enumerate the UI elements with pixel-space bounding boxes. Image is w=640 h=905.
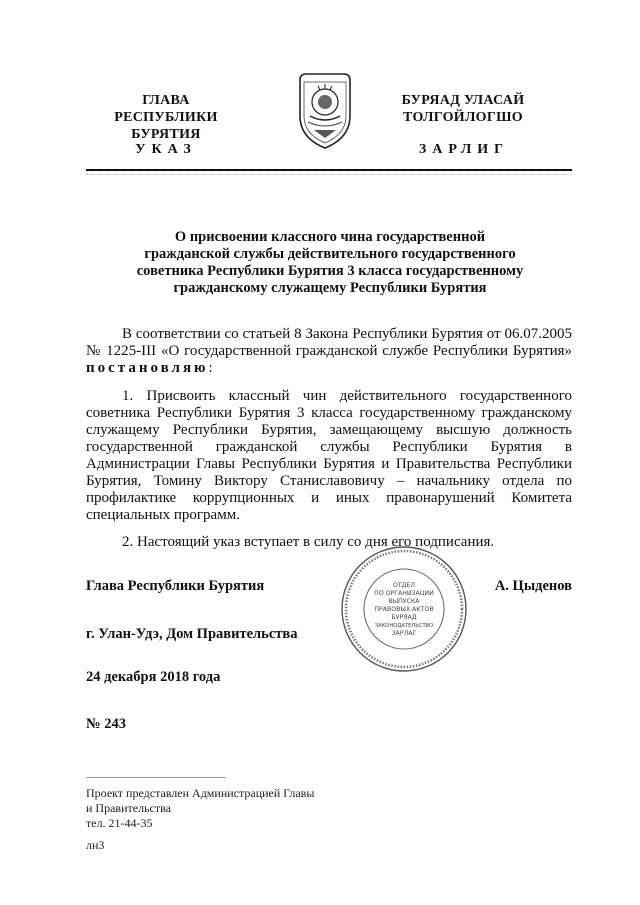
- signing-place: г. Улан-Удэ, Дом Правительства: [86, 626, 298, 642]
- seal-line-1: ОТДЕЛ: [392, 582, 416, 589]
- seal-line-4: ПРАВОВЫХ АКТОВ: [374, 606, 434, 613]
- signatory-name: А. Цыденов: [494, 578, 572, 594]
- official-seal: [338, 543, 470, 675]
- postanovlyayu-word: постановляю: [86, 360, 209, 376]
- decree-body: [86, 326, 572, 551]
- decree-title: [100, 229, 560, 297]
- intro-text: В соответствии со статьей 8 Закона Республики Бурятия от 06.07.2005 № 1225-III «О государственной гражданской службе Республики Бурятия»: [86, 326, 572, 359]
- header-divider: [86, 169, 572, 171]
- signing-date: 24 декабря 2018 года: [86, 669, 221, 685]
- title-line-2: гражданской службы действительного государственного: [144, 246, 516, 262]
- footer-line-3: тел. 21-44-35: [86, 816, 153, 830]
- item-1-paragraph: 1. Присвоить классный чин действительного государственного советника Республики Бурятия 3 класса государственному гражданскому служащему Республики Бурятия, замещающему высшую должность государственной гражданской службы Республики Бурятия в Администрации Главы Республики Бурятия и Правительства Республики Бурятия, Томину Виктору Станиславовичу – начальнику отдела по профилактике коррупционных и иных правонарушений Комитета специальных программ.: [86, 388, 572, 523]
- footer-line-2: и Правительства: [86, 801, 171, 815]
- title-line-4: гражданскому служащему Республики Бурятия: [173, 280, 487, 296]
- header-right-line2: ТОЛГОЙЛОГШО: [403, 110, 523, 125]
- header-left-line1: ГЛАВА: [142, 93, 190, 108]
- header-left: [96, 92, 236, 143]
- seal-line-2: ПО ОРГАНИЗАЦИИ: [374, 590, 434, 597]
- seal-line-5: БУРЯАД: [391, 614, 417, 621]
- footer-code: лн3: [86, 838, 105, 852]
- seal-line-3: ВЫПУСКА: [388, 598, 420, 605]
- header-dotted-line: [86, 174, 572, 179]
- intro-paragraph: [86, 326, 572, 377]
- doc-type-left: УКАЗ: [135, 142, 197, 157]
- title-line-3: советника Республики Бурятия 3 класса государственному: [136, 263, 524, 279]
- item-2-paragraph: 2. Настоящий указ вступает в силу со дня его подписания.: [122, 534, 495, 550]
- footer-divider: [86, 777, 226, 778]
- intro-colon: :: [208, 360, 213, 376]
- decree-number: № 243: [86, 716, 126, 732]
- header-right-line1: БУРЯАД УЛАСАЙ: [401, 93, 525, 108]
- footer-note: [86, 786, 314, 831]
- seal-line-6: ЗАКОНОДАТЕЛЬСТВО: [374, 623, 434, 629]
- signatory-position: Глава Республики Бурятия: [86, 578, 265, 594]
- doc-type-right: ЗАРЛИГ: [418, 142, 510, 157]
- title-line-1: О присвоении классного чина государственной: [174, 229, 486, 245]
- footer-line-1: Проект представлен Администрацией Главы: [86, 786, 315, 800]
- seal-line-7: ЗАРЛАГ: [391, 630, 417, 637]
- header-right: [390, 92, 536, 126]
- header-left-line2: РЕСПУБЛИКИ БУРЯТИЯ: [114, 110, 218, 142]
- coat-of-arms-icon: [294, 72, 356, 150]
